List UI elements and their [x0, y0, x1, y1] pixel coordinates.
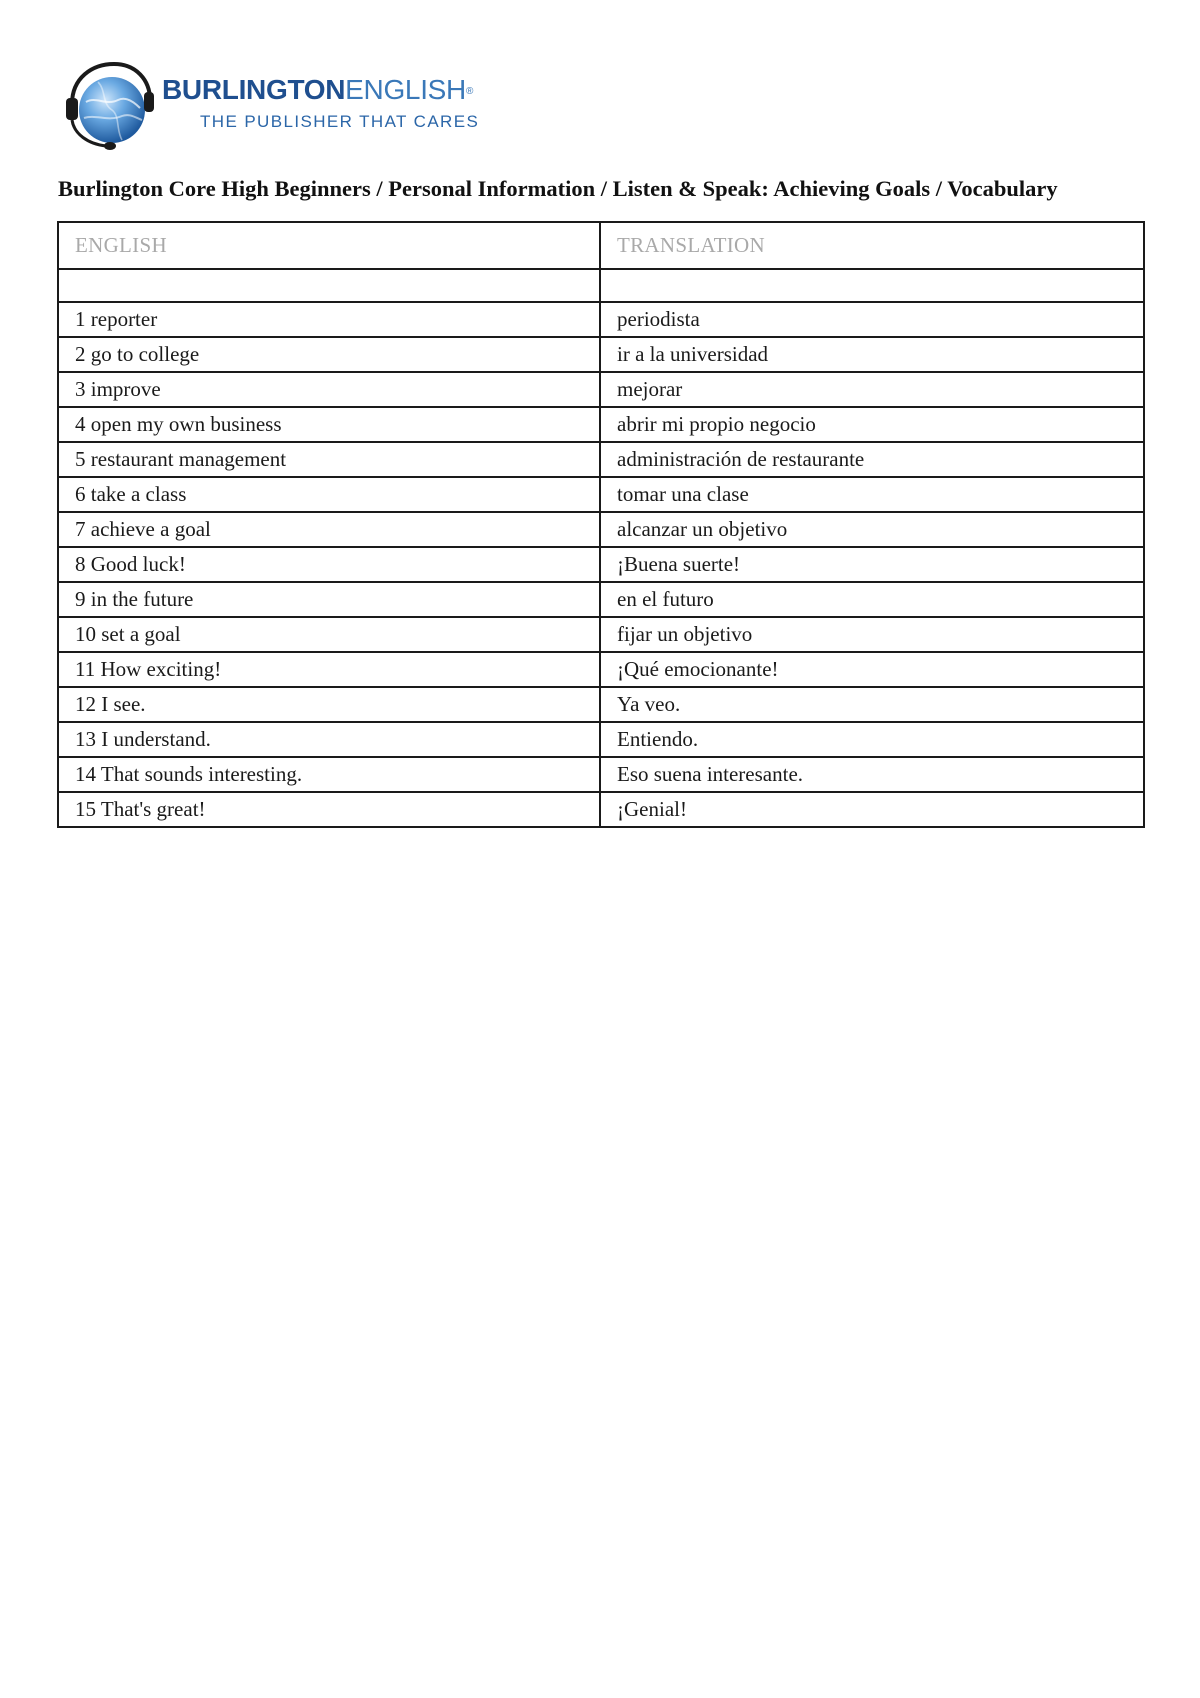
translation-cell: ir a la universidad: [600, 337, 1144, 372]
english-cell: 13 I understand.: [58, 722, 600, 757]
translation-cell: ¡Qué emocionante!: [600, 652, 1144, 687]
english-cell: 9 in the future: [58, 582, 600, 617]
english-cell: 3 improve: [58, 372, 600, 407]
translation-cell: fijar un objetivo: [600, 617, 1144, 652]
table-row: [58, 512, 1144, 547]
vocabulary-table: [57, 221, 1145, 828]
publisher-logo: [62, 60, 482, 156]
logo-wordmark-bold: BURLINGTON: [162, 74, 346, 105]
translation-cell: ¡Genial!: [600, 792, 1144, 827]
translation-cell: tomar una clase: [600, 477, 1144, 512]
table-row: [58, 652, 1144, 687]
table-row: [58, 582, 1144, 617]
header-english: ENGLISH: [58, 222, 600, 269]
english-cell: 2 go to college: [58, 337, 600, 372]
english-cell: 10 set a goal: [58, 617, 600, 652]
logo-wordmark: [162, 74, 473, 106]
english-cell: 8 Good luck!: [58, 547, 600, 582]
english-cell: 14 That sounds interesting.: [58, 757, 600, 792]
table-row: [58, 337, 1144, 372]
english-cell: 11 How exciting!: [58, 652, 600, 687]
translation-cell: abrir mi propio negocio: [600, 407, 1144, 442]
header-translation: TRANSLATION: [600, 222, 1144, 269]
table-row: [58, 617, 1144, 652]
table-row: [58, 792, 1144, 827]
translation-cell: Ya veo.: [600, 687, 1144, 722]
table-row: [58, 687, 1144, 722]
table-row: [58, 722, 1144, 757]
table-row: [58, 302, 1144, 337]
english-cell: 12 I see.: [58, 687, 600, 722]
registered-mark: ®: [465, 86, 474, 97]
globe-headset-icon: [62, 60, 162, 156]
translation-cell: administración de restaurante: [600, 442, 1144, 477]
logo-wordmark-light: ENGLISH: [345, 74, 466, 105]
english-cell: 5 restaurant management: [58, 442, 600, 477]
english-cell: 15 That's great!: [58, 792, 600, 827]
translation-cell: periodista: [600, 302, 1144, 337]
translation-cell: Entiendo.: [600, 722, 1144, 757]
table-cell: [600, 269, 1144, 302]
table-row: [58, 372, 1144, 407]
english-cell: 4 open my own business: [58, 407, 600, 442]
english-cell: 1 reporter: [58, 302, 600, 337]
translation-cell: en el futuro: [600, 582, 1144, 617]
table-row: [58, 547, 1144, 582]
table-cell: [58, 269, 600, 302]
table-row: [58, 477, 1144, 512]
table-row: [58, 757, 1144, 792]
translation-cell: alcanzar un objetivo: [600, 512, 1144, 547]
document-title: Burlington Core High Beginners / Personal Information / Listen & Speak: Achieving Goals / Vocabulary: [58, 176, 1058, 201]
translation-cell: ¡Buena suerte!: [600, 547, 1144, 582]
table-row: [58, 442, 1144, 477]
translation-cell: Eso suena interesante.: [600, 757, 1144, 792]
english-cell: 7 achieve a goal: [58, 512, 600, 547]
logo-tagline: THE PUBLISHER THAT CARES: [200, 112, 480, 131]
table-header-row: [58, 222, 1144, 269]
table-spacer-row: [58, 269, 1144, 302]
table-row: [58, 407, 1144, 442]
english-cell: 6 take a class: [58, 477, 600, 512]
translation-cell: mejorar: [600, 372, 1144, 407]
